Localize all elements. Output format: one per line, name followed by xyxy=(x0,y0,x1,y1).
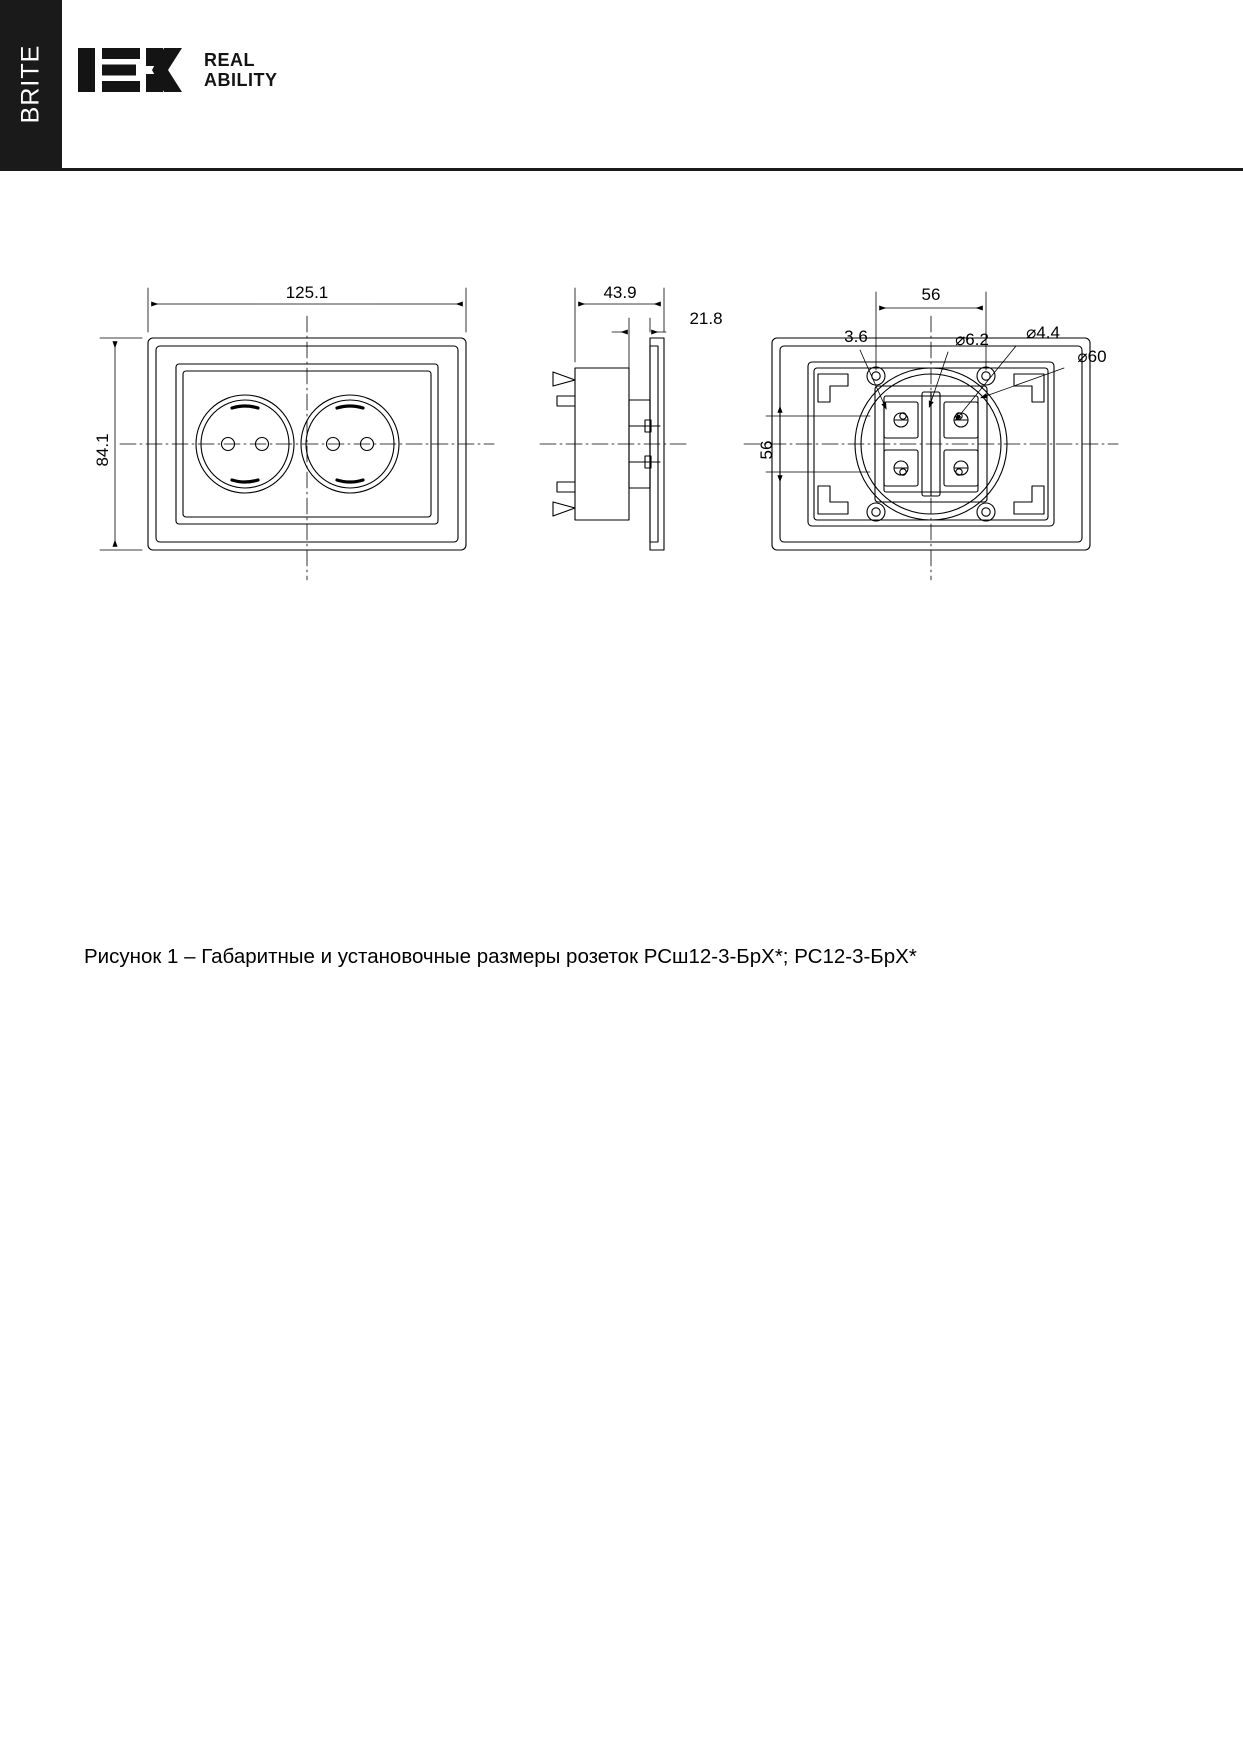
leader-d60 xyxy=(986,368,1064,396)
dim-label-d4-4: ⌀4.4 xyxy=(1026,323,1060,342)
dim-label-56-horizontal: 56 xyxy=(921,285,941,304)
dim-label-84-1: 84.1 xyxy=(93,433,112,467)
dim-label-d60: ⌀60 xyxy=(1077,347,1107,366)
brand-tab-label: BRITE xyxy=(16,44,45,124)
dim-label-56-vertical: 56 xyxy=(757,440,776,460)
iek-logo xyxy=(78,42,278,98)
tagline-line-2: ABILITY xyxy=(204,70,278,90)
dim-label-21-8: 21.8 xyxy=(689,309,723,328)
dim-label-43-9: 43.9 xyxy=(603,283,637,302)
tagline-line-1: REAL xyxy=(204,49,255,70)
technical-drawing xyxy=(0,250,1243,610)
header-divider xyxy=(0,168,1243,171)
iek-logo-icon xyxy=(78,42,182,98)
iek-logo-tagline xyxy=(204,50,278,90)
brand-tab xyxy=(0,0,62,168)
dim-label-3-6: 3.6 xyxy=(844,327,868,346)
rear-view-centerlines xyxy=(744,316,1118,580)
dim-label-d6-2: ⌀6.2 xyxy=(955,330,989,349)
dim-label-125-1: 125.1 xyxy=(285,283,329,302)
figure-caption: Рисунок 1 – Габаритные и установочные размеры розеток РСш12-3-БрХ*; РС12-3-БрХ* xyxy=(84,945,917,968)
